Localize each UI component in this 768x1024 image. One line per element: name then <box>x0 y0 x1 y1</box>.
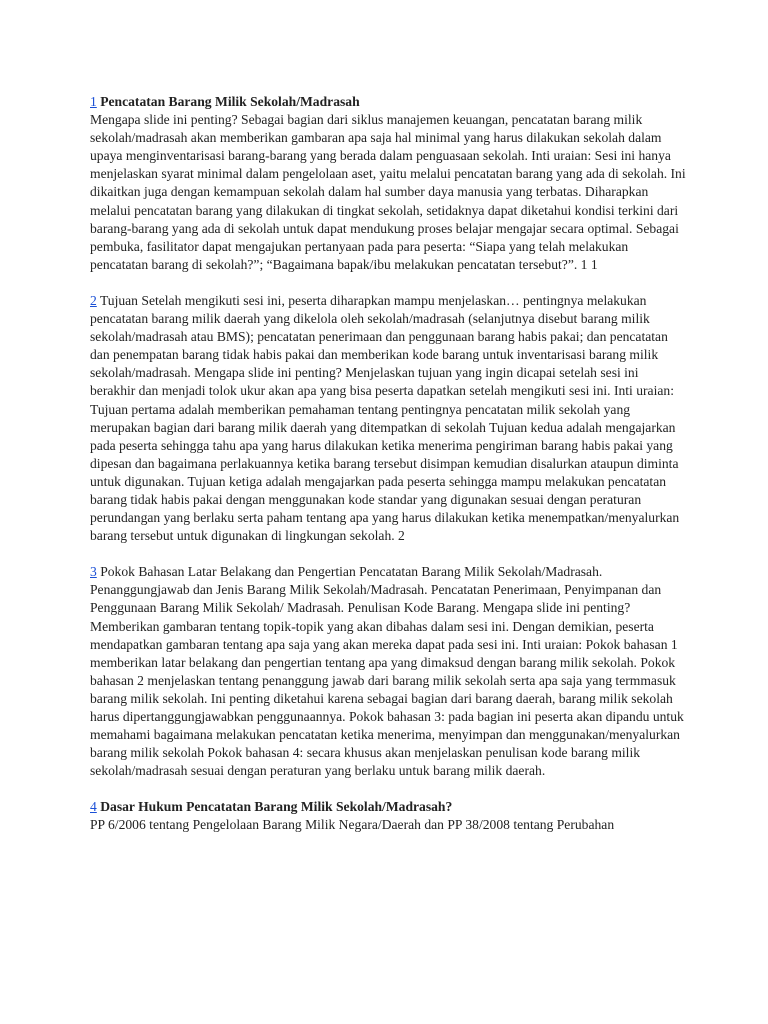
section-2 <box>90 292 686 545</box>
document-page <box>90 93 686 853</box>
section-1 <box>90 93 686 274</box>
section-4-link[interactable]: 4 <box>90 799 97 815</box>
section-4-body: PP 6/2006 tentang Pengelolaan Barang Milik Negara/Daerah dan PP 38/2008 tentang Perubahan <box>90 817 615 833</box>
section-1-link[interactable]: 1 <box>90 94 97 109</box>
section-4 <box>90 798 686 834</box>
section-3 <box>90 563 686 780</box>
section-4-heading: Dasar Hukum Pencatatan Barang Milik Sekolah/Madrasah? <box>100 799 453 815</box>
section-2-body: Tujuan Setelah mengikuti sesi ini, peserta diharapkan mampu menjelaskan… pentingnya melakukan pencatatan barang milik daerah yang dikelola oleh sekolah/madrasah (selanjutnya disebut barang milik sekolah/madrasah atau BMS); pencatatan penerimaan dan penggunaan barang habis pakai; dan pencatatan dan penempatan barang tidak habis pakai dan memberikan kode barang untuk inventarisasi barang milik sekolah/madrasah. Mengapa slide ini penting? Menjelaskan tujuan yang ingin dicapai setelah sesi ini berakhir dan menjadi tolok ukur akan apa yang bisa peserta dapatkan setelah mengikuti sesi ini. Inti uraian: Tujuan pertama adalah memberikan pemahaman tentang pentingnya pencatatan milik sekolah yang merupakan bagian dari barang milik daerah yang ditempatkan di sekolah Tujuan kedua adalah mengajarkan pada peserta sehingga tahu apa yang harus dilakukan ketika menerima pengiriman barang habis pakai yang dipesan dan bagaimana perlakuannya ketika barang tersebut disimpan kemudian disalurkan ataupun diminta untuk digunakan. Tujuan ketiga adalah mengajarkan pada peserta sehingga mampu melakukan pencatatan barang tidak habis pakai dengan menggunakan kode standar yang digunakan sesuai dengan peraturan perundangan yang berlaku serta paham tentang apa yang harus dilakukan ketika menempatkan/menyalurkan barang tersebut untuk digunakan di lingkungan sekolah. 2 <box>90 292 680 544</box>
section-3-link[interactable]: 3 <box>90 564 97 580</box>
section-3-body: Pokok Bahasan Latar Belakang dan Pengertian Pencatatan Barang Milik Sekolah/Madrasah. Penanggungjawab dan Jenis Barang Milik Sekolah/Madrasah. Pencatatan Penerimaan, Penyimpanan dan Penggunaan Barang Milik Sekolah/ Madrasah. Penulisan Kode Barang. Mengapa slide ini penting? Memberikan gambaran tentang topik-topik yang akan dibahas dalam sesi ini. Dengan demikian, peserta mendapatkan gambaran tentang apa saja yang akan mereka dapat pada sesi ini. Inti uraian: Pokok bahasan 1 memberikan latar belakang dan pengertian tentang apa yang dimaksud dengan barang milik sekolah. Pokok bahasan 2 menjelaskan tentang penanggung jawab dari barang milik sekolah serta apa saja yang termmasuk barang milik sekolah. Ini penting diketahui karena sebagai bagian dari barang daerah, barang milik sekolah harus dipertanggungjawabkan penggunaannya. Pokok bahasan 3: pada bagian ini peserta akan dipandu untuk memahami bagaimana melakukan pencatatan ketika menerima, menyimpan dan menggunakan/menyalurkan barang milik sekolah Pokok bahasan 4: secara khusus akan menjelaskan penulisan kode barang milik sekolah/madrasah sesuai dengan peraturan yang berlaku untuk barang milik daerah. <box>90 564 684 779</box>
section-2-link[interactable]: 2 <box>90 292 97 308</box>
section-1-body: Mengapa slide ini penting? Sebagai bagian dari siklus manajemen keuangan, pencatatan barang milik sekolah/madrasah akan memberikan gambaran apa saja hal minimal yang harus dilakukan sekolah dalam upaya menginventarisasi barang-barang yang berada dalam penguasaan sekolah. Inti uraian: Sesi ini hanya menjelaskan syarat minimal dalam pengelolaan aset, yaitu melalui pencatatan barang yang ada di sekolah. Ini dikaitkan juga dengan kemampuan sekolah dalam hal sumber daya manusia yang terbatas. Diharapkan melalui pencatatan barang yang dilakukan di tingkat sekolah, setidaknya dapat diketahui kondisi terkini dari barang-barang yang ada di sekolah untuk dapat mendukung proses belajar mengajar secara optimal. Sebagai pembuka, fasilitator dapat mengajukan pertanyaan pada para peserta: “Siapa yang telah melakukan pencatatan barang di sekolah?”; “Bagaimana bapak/ibu melakukan pencatatan tersebut?”. 1 1 <box>90 112 686 272</box>
section-1-heading: Pencatatan Barang Milik Sekolah/Madrasah <box>100 94 360 109</box>
